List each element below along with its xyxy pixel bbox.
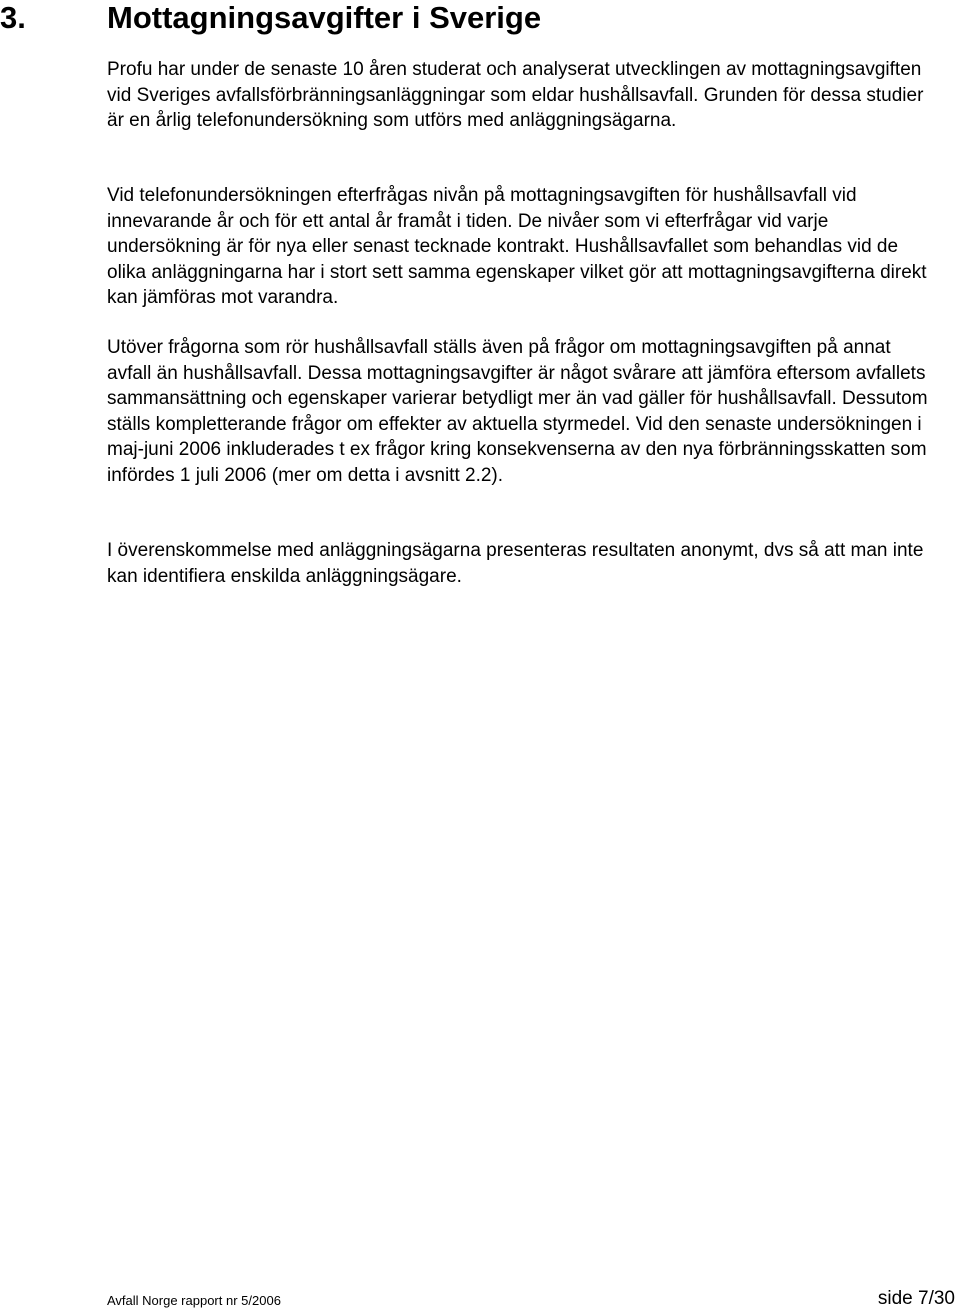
footer-report-name: Avfall Norge rapport nr 5/2006: [107, 1293, 281, 1308]
paragraph-3: Utöver frågorna som rör hushållsavfall ställs även på frågor om mottagningsavgiften på annat avfall än hushållsavfall. Dessa mottagningsavgifter är något svårare att jämföra eftersom avfallets sammansättning och egenskaper varierar betydligt mer än vad gäller för hushållsavfall. Dessutom ställs kompletterande frågor om effekter av aktuella styrmedel. Vid den senaste undersökningen i maj-juni 2006 inkluderades t ex frågor kring konsekvenserna av den nya förbränningsskatten som infördes 1 juli 2006 (mer om detta i avsnitt 2.2).: [107, 337, 928, 486]
paragraph-2-block: [107, 183, 937, 311]
paragraph-4: I överenskommelse med anläggningsägarna presenteras resultaten anonymt, dvs så att man inte kan identifiera enskilda anläggningsägare.: [107, 540, 924, 587]
footer-page-number: side 7/30: [877, 1288, 955, 1309]
paragraph-3-block: [107, 335, 937, 489]
paragraph-4-block: [107, 538, 937, 589]
section-heading: [0, 0, 541, 36]
paragraph-1-block: [107, 57, 937, 134]
paragraph-2: Vid telefonundersökningen efterfrågas nivån på mottagningsavgiften för hushållsavfall vid innevarande år och för ett antal år framåt i tiden. De nivåer som vi efterfrågar vid varje undersökning är för nya eller senast tecknade kontrakt. Hushållsavfallet som behandlas vid de olika anläggningarna har i stort sett samma egenskaper vilket gör att mottagningsavgifterna direkt kan jämföras mot varandra.: [107, 185, 927, 309]
section-number: 3.: [0, 0, 26, 35]
paragraph-1: Profu har under de senaste 10 åren studerat och analyserat utvecklingen av mottagningsavgiften vid Sveriges avfallsförbränningsanläggningar som eldar hushållsavfall. Grunden för dessa studier är en årlig telefonundersökning som utförs med anläggningsägarna.: [107, 59, 924, 132]
section-title: Mottagningsavgifter i Sverige: [107, 0, 542, 35]
